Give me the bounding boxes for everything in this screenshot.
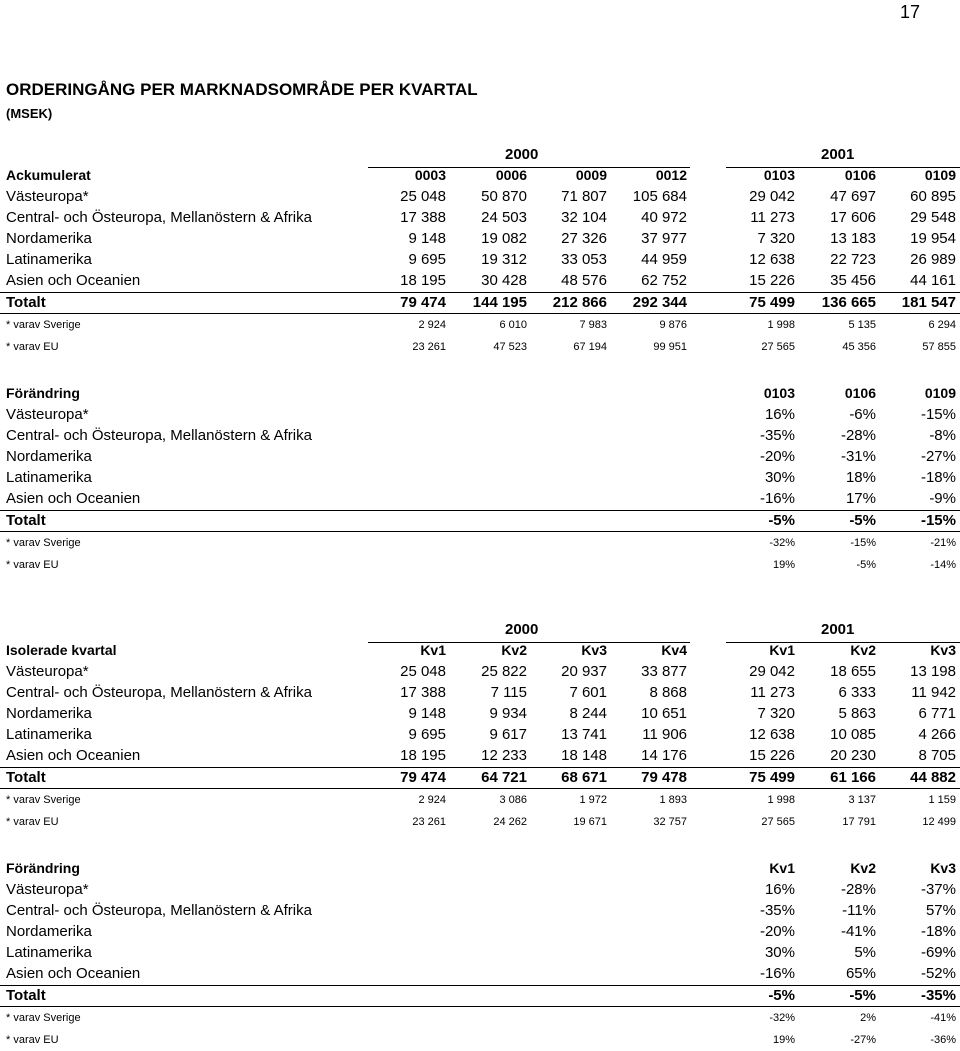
cell: 8 868	[649, 684, 687, 701]
cell: 13 741	[561, 726, 607, 743]
cell: 19 954	[910, 230, 956, 247]
isolated-quarters-table	[0, 621, 960, 833]
cell: -27%	[850, 1034, 876, 1046]
row-label: * varav EU	[6, 816, 59, 828]
row-label: * varav Sverige	[6, 1012, 81, 1024]
cell: 12 638	[749, 251, 795, 268]
table-row	[0, 943, 960, 964]
page-number: 17	[900, 2, 921, 22]
cell: -36%	[930, 1034, 956, 1046]
cell: 9 876	[659, 319, 687, 331]
cell: -18%	[920, 923, 956, 940]
row-label: Västeuropa*	[6, 188, 89, 205]
cell: 18 655	[830, 663, 876, 680]
cell: -15%	[920, 406, 956, 423]
table-row	[0, 426, 960, 447]
cell: -41%	[840, 923, 876, 940]
cell: -31%	[840, 448, 876, 465]
total-cell: 75 499	[749, 294, 795, 311]
row-label: * varav Sverige	[6, 319, 81, 331]
cell: 18%	[845, 469, 876, 486]
cell: 11 906	[642, 726, 687, 743]
total-cell: 64 721	[481, 769, 527, 786]
column-header: Kv1	[420, 642, 446, 658]
total-label: Totalt	[6, 512, 46, 529]
cell: 17%	[845, 490, 876, 507]
total-cell: 79 474	[400, 769, 446, 786]
cell: 27 565	[761, 341, 795, 353]
cell: 44 161	[910, 272, 956, 289]
row-label: Nordamerika	[6, 705, 92, 722]
total-row	[0, 292, 960, 314]
table-row	[0, 901, 960, 922]
cell: 23 261	[412, 816, 446, 828]
header-label: Isolerade kvartal	[6, 642, 117, 658]
cell: 19 312	[481, 251, 527, 268]
cell: 47 523	[493, 341, 527, 353]
page-subtitle: (MSEK)	[6, 106, 53, 121]
cell: 17 388	[400, 209, 446, 226]
cell: 6 333	[838, 684, 876, 701]
table-row	[0, 489, 960, 510]
row-label: Västeuropa*	[6, 881, 89, 898]
cell: 23 261	[412, 341, 446, 353]
cell: 47 697	[830, 188, 876, 205]
total-cell: 144 195	[472, 294, 527, 311]
cell: 30 428	[481, 272, 527, 289]
cell: 29 042	[749, 188, 795, 205]
column-header: 0106	[844, 385, 876, 401]
cell: 9 148	[408, 705, 446, 722]
column-header: 0103	[763, 385, 795, 401]
column-header: 0109	[924, 167, 956, 183]
cumulative-table	[0, 146, 960, 358]
cell: -41%	[930, 1012, 956, 1024]
header-label: Ackumulerat	[6, 167, 91, 183]
cell: 5%	[854, 944, 876, 961]
row-label: Central- och Östeuropa, Mellanöstern & Afrika	[6, 902, 312, 919]
cell: 9 695	[408, 251, 446, 268]
row-label: Västeuropa*	[6, 406, 89, 423]
cell: -32%	[769, 537, 795, 549]
total-cell: 44 882	[910, 769, 956, 786]
sub-row	[0, 1007, 960, 1029]
cell: 20 230	[830, 747, 876, 764]
cell: 9 695	[408, 726, 446, 743]
cell: 17 388	[400, 684, 446, 701]
total-cell: 61 166	[830, 769, 876, 786]
cell: 6 771	[918, 705, 956, 722]
cell: 19%	[772, 559, 795, 571]
cell: 7 320	[757, 230, 795, 247]
row-label: * varav EU	[6, 559, 59, 571]
cell: 32 104	[561, 209, 607, 226]
cell: 45 356	[842, 341, 876, 353]
cell: -20%	[759, 923, 795, 940]
cell: 16%	[764, 406, 795, 423]
column-header: Kv3	[930, 642, 956, 658]
total-row	[0, 985, 960, 1007]
cell: 12 638	[749, 726, 795, 743]
column-header: 0006	[495, 167, 527, 183]
cell: -5%	[856, 559, 876, 571]
column-header: Kv4	[661, 642, 687, 658]
cell: 15 226	[749, 747, 795, 764]
total-cell: -5%	[768, 987, 795, 1004]
cell: -14%	[930, 559, 956, 571]
table-row	[0, 229, 960, 250]
cell: 65%	[845, 965, 876, 982]
cell: 26 989	[910, 251, 956, 268]
table-row	[0, 447, 960, 468]
total-row	[0, 510, 960, 532]
row-label: Nordamerika	[6, 923, 92, 940]
cell: 14 176	[641, 747, 687, 764]
cell: 20 937	[561, 663, 607, 680]
row-label: Asien och Oceanien	[6, 965, 141, 982]
sub-row	[0, 314, 960, 336]
cell: 30%	[764, 944, 795, 961]
table-row	[0, 468, 960, 489]
sub-row	[0, 789, 960, 811]
cell: 30%	[764, 469, 795, 486]
cell: 24 262	[493, 816, 527, 828]
cell: 57 855	[922, 341, 956, 353]
table-row	[0, 208, 960, 229]
total-cell: 212 866	[552, 294, 607, 311]
cell: 8 705	[918, 747, 956, 764]
cell: -8%	[929, 427, 956, 444]
column-header: 0003	[414, 167, 446, 183]
cell: 19 082	[481, 230, 527, 247]
table-row	[0, 683, 960, 704]
cell: 13 198	[910, 663, 956, 680]
total-label: Totalt	[6, 987, 46, 1004]
cell: 71 807	[561, 188, 607, 205]
table-row	[0, 405, 960, 426]
column-header-row	[0, 384, 960, 405]
total-label: Totalt	[6, 294, 46, 311]
cell: -6%	[849, 406, 876, 423]
row-label: Nordamerika	[6, 448, 92, 465]
cell: 18 195	[400, 747, 446, 764]
column-header: Kv2	[501, 642, 527, 658]
cell: 12 499	[922, 816, 956, 828]
cell: 1 998	[767, 794, 795, 806]
row-label: Asien och Oceanien	[6, 490, 141, 507]
row-label: Asien och Oceanien	[6, 747, 141, 764]
table-row	[0, 250, 960, 271]
cell: -20%	[759, 448, 795, 465]
cell: 7 115	[490, 684, 527, 701]
column-header: Kv1	[769, 642, 795, 658]
row-label: Latinamerika	[6, 469, 92, 486]
cell: 11 942	[911, 684, 956, 701]
cell: 5 135	[848, 319, 876, 331]
cell: -28%	[840, 427, 876, 444]
cell: -15%	[850, 537, 876, 549]
total-cell: 181 547	[901, 294, 956, 311]
total-cell: 75 499	[749, 769, 795, 786]
table-row	[0, 922, 960, 943]
column-header: 0009	[575, 167, 607, 183]
cell: -21%	[930, 537, 956, 549]
cell: 6 294	[928, 319, 956, 331]
cell: -18%	[920, 469, 956, 486]
row-label: * varav Sverige	[6, 794, 81, 806]
cell: 5 863	[838, 705, 876, 722]
cell: 3 137	[848, 794, 876, 806]
cell: 11 273	[750, 209, 795, 226]
cell: 19%	[772, 1034, 795, 1046]
column-header: 0012	[655, 167, 687, 183]
cell: 16%	[764, 881, 795, 898]
table-row	[0, 964, 960, 985]
cell: -32%	[769, 1012, 795, 1024]
cell: 13 183	[830, 230, 876, 247]
column-header-row	[0, 166, 960, 187]
column-header: Kv1	[769, 860, 795, 876]
cell: 9 148	[408, 230, 446, 247]
column-header: 0106	[844, 167, 876, 183]
cell: 33 877	[641, 663, 687, 680]
cell: -16%	[759, 965, 795, 982]
cell: 1 893	[659, 794, 687, 806]
year-2000-label: 2000	[505, 146, 539, 163]
total-cell: -5%	[768, 512, 795, 529]
row-label: Latinamerika	[6, 944, 92, 961]
cell: 22 723	[830, 251, 876, 268]
cell: 40 972	[641, 209, 687, 226]
row-label: Central- och Östeuropa, Mellanöstern & Afrika	[6, 209, 312, 226]
table-row	[0, 746, 960, 767]
cell: 2 924	[418, 319, 446, 331]
cell: 19 671	[573, 816, 607, 828]
cell: 18 148	[561, 747, 607, 764]
cell: 15 226	[749, 272, 795, 289]
cell: 2 924	[418, 794, 446, 806]
cell: 7 320	[757, 705, 795, 722]
cell: 12 233	[481, 747, 527, 764]
cell: -37%	[920, 881, 956, 898]
cell: 48 576	[561, 272, 607, 289]
table-row	[0, 880, 960, 901]
cell: 2%	[860, 1012, 876, 1024]
sub-row	[0, 532, 960, 554]
cell: 7 983	[579, 319, 607, 331]
cell: 25 822	[481, 663, 527, 680]
cell: 29 042	[749, 663, 795, 680]
row-label: Nordamerika	[6, 230, 92, 247]
row-label: * varav EU	[6, 341, 59, 353]
cell: 3 086	[499, 794, 527, 806]
year-2001-label: 2001	[821, 146, 855, 163]
page-title: ORDERINGÅNG PER MARKNADSOMRÅDE PER KVARTAL	[6, 80, 478, 99]
cell: -11%	[842, 902, 876, 919]
cell: 17 606	[830, 209, 876, 226]
cell: 1 998	[767, 319, 795, 331]
cell: 25 048	[400, 188, 446, 205]
cell: 44 959	[641, 251, 687, 268]
table-row	[0, 662, 960, 683]
row-label: Central- och Östeuropa, Mellanöstern & Afrika	[6, 427, 312, 444]
cell: -28%	[840, 881, 876, 898]
cell: -9%	[929, 490, 956, 507]
cell: 17 791	[842, 816, 876, 828]
total-cell: 136 665	[821, 294, 876, 311]
column-header-row	[0, 641, 960, 662]
cell: 67 194	[573, 341, 607, 353]
total-cell: 79 474	[400, 294, 446, 311]
table-row	[0, 187, 960, 208]
row-label: Asien och Oceanien	[6, 272, 141, 289]
table-row	[0, 725, 960, 746]
cell: 62 752	[641, 272, 687, 289]
column-header: Kv3	[581, 642, 607, 658]
column-header: 0109	[924, 385, 956, 401]
row-label: * varav EU	[6, 1034, 59, 1046]
cell: 37 977	[641, 230, 687, 247]
header-label: Förändring	[6, 385, 80, 401]
cell: 27 326	[561, 230, 607, 247]
cell: 57%	[925, 902, 956, 919]
cell: -52%	[920, 965, 956, 982]
column-header: Kv2	[850, 642, 876, 658]
cell: 10 651	[641, 705, 687, 722]
cell: 9 934	[489, 705, 527, 722]
sub-row	[0, 1029, 960, 1051]
total-cell: -35%	[920, 987, 956, 1004]
cell: 18 195	[400, 272, 446, 289]
row-label: Latinamerika	[6, 251, 92, 268]
year-2000-label: 2000	[505, 621, 539, 638]
cumulative-change-table	[0, 384, 960, 576]
cell: -16%	[759, 490, 795, 507]
cell: 10 085	[830, 726, 876, 743]
cell: -35%	[759, 902, 795, 919]
cell: 25 048	[400, 663, 446, 680]
row-label: Central- och Östeuropa, Mellanöstern & Afrika	[6, 684, 312, 701]
cell: 32 757	[653, 816, 687, 828]
cell: 27 565	[761, 816, 795, 828]
total-cell: 79 478	[641, 769, 687, 786]
year-header-row	[0, 146, 960, 166]
cell: 29 548	[910, 209, 956, 226]
cell: 60 895	[910, 188, 956, 205]
cell: -69%	[920, 944, 956, 961]
cell: 50 870	[481, 188, 527, 205]
total-label: Totalt	[6, 769, 46, 786]
column-header: Kv2	[850, 860, 876, 876]
cell: 1 159	[928, 794, 956, 806]
sub-row	[0, 554, 960, 576]
table-row	[0, 704, 960, 725]
cell: 8 244	[569, 705, 607, 722]
cell: 35 456	[830, 272, 876, 289]
total-cell: -5%	[849, 987, 876, 1004]
total-cell: -15%	[920, 512, 956, 529]
cell: 9 617	[489, 726, 527, 743]
total-cell: 292 344	[632, 294, 687, 311]
cell: 105 684	[632, 188, 687, 205]
column-header: 0103	[763, 167, 795, 183]
total-cell: 68 671	[561, 769, 607, 786]
row-label: * varav Sverige	[6, 537, 81, 549]
sub-row	[0, 336, 960, 358]
cell: 6 010	[499, 319, 527, 331]
table-row	[0, 271, 960, 292]
total-row	[0, 767, 960, 789]
cell: 7 601	[569, 684, 607, 701]
cell: 24 503	[481, 209, 527, 226]
cell: -27%	[920, 448, 956, 465]
cell: 1 972	[579, 794, 607, 806]
column-header: Kv3	[930, 860, 956, 876]
cell: 33 053	[561, 251, 607, 268]
isolated-change-table	[0, 859, 960, 1051]
header-label: Förändring	[6, 860, 80, 876]
year-2001-label: 2001	[821, 621, 855, 638]
cell: 4 266	[918, 726, 956, 743]
row-label: Västeuropa*	[6, 663, 89, 680]
year-header-row	[0, 621, 960, 641]
total-cell: -5%	[849, 512, 876, 529]
column-header-row	[0, 859, 960, 880]
row-label: Latinamerika	[6, 726, 92, 743]
cell: 99 951	[653, 341, 687, 353]
cell: -35%	[759, 427, 795, 444]
sub-row	[0, 811, 960, 833]
cell: 11 273	[750, 684, 795, 701]
